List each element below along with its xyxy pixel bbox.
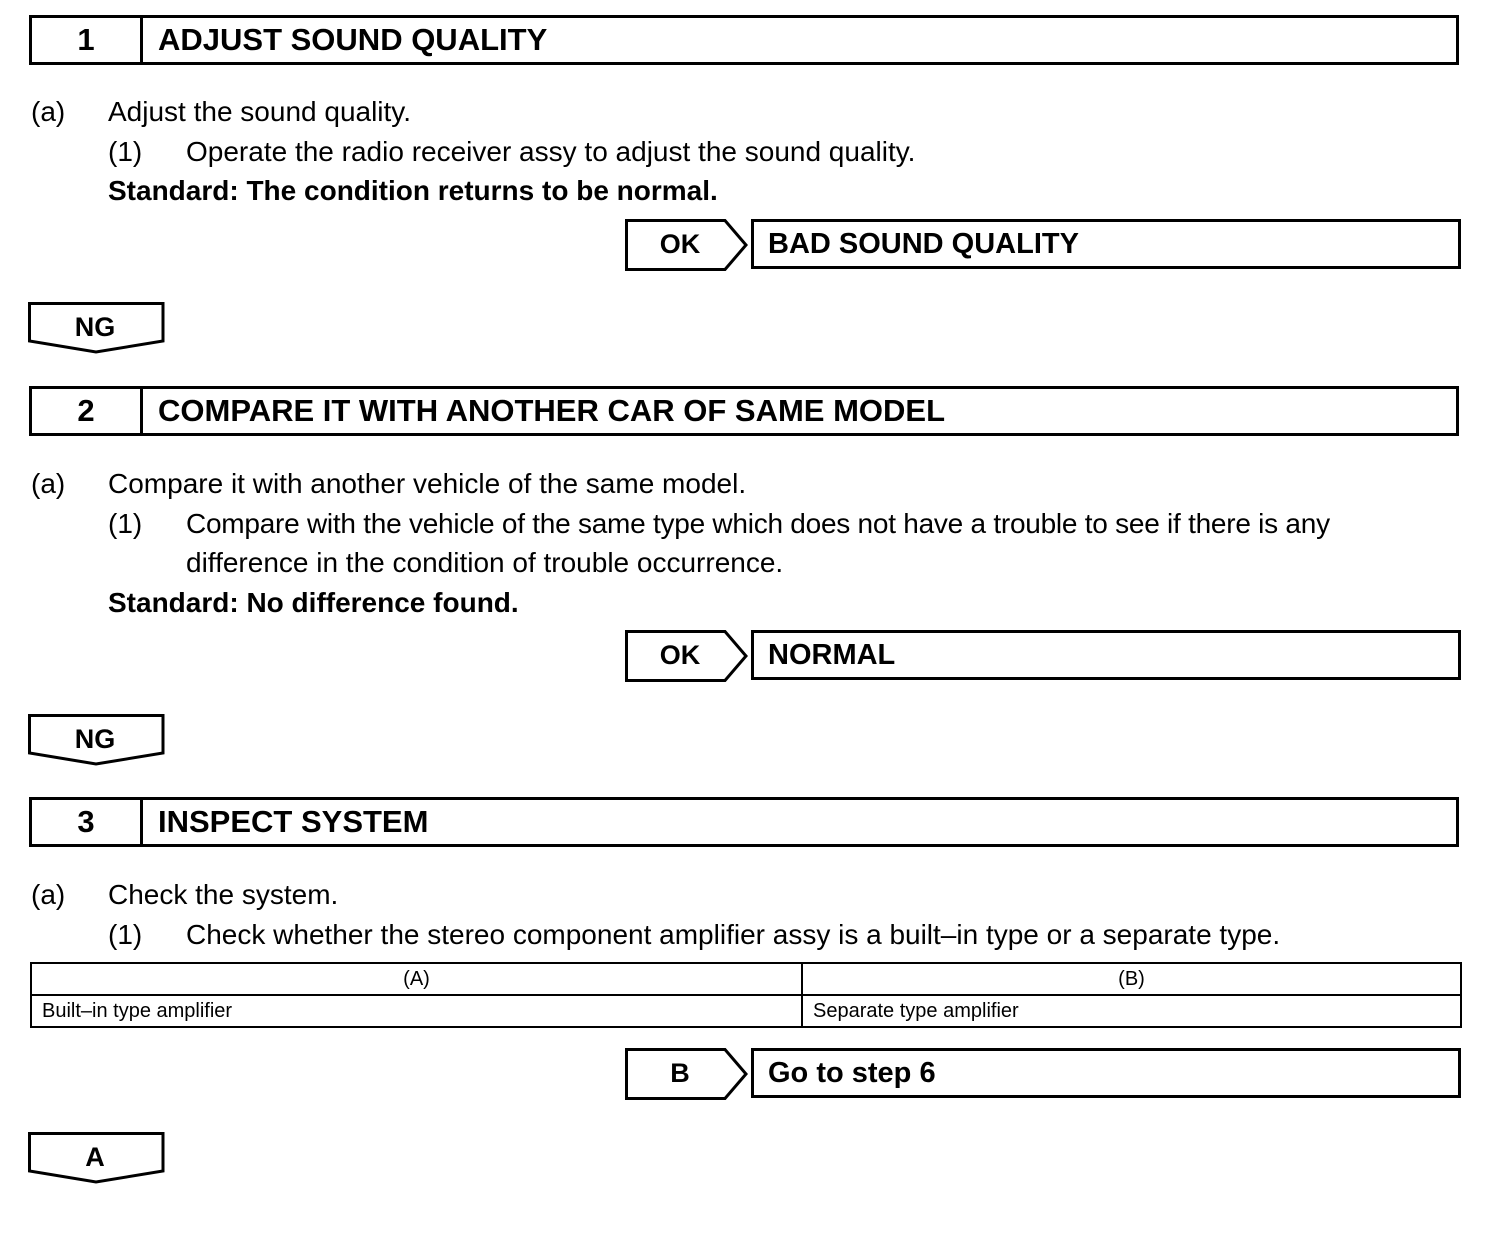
item-text: Adjust the sound quality. [108, 96, 412, 127]
item-marker: (a) [31, 468, 66, 499]
next-label: A [85, 1142, 105, 1172]
item-text: Compare it with another vehicle of the same model. [108, 468, 747, 499]
sub-item-text: Check whether the stereo component amplifier assy is a built–in type or a separate type. [186, 919, 1281, 950]
sub-item-text: Compare with the vehicle of the same type which does not have a trouble to see if there is any [186, 508, 1330, 539]
sub-item-text: Operate the radio receiver assy to adjust the sound quality. [186, 136, 916, 167]
item-text: Check the system. [108, 879, 339, 910]
sub-item-marker: (1) [108, 919, 143, 950]
branch-result: BAD SOUND QUALITY [751, 219, 1461, 269]
branch-label: OK [659, 229, 701, 259]
branch-label: OK [659, 640, 701, 670]
step-1-header [29, 15, 1459, 65]
branch-result: NORMAL [751, 630, 1461, 680]
standard-text: Standard: No difference found. [108, 587, 519, 618]
sub-item-marker: (1) [108, 508, 143, 539]
standard-text: Standard: The condition returns to be normal. [108, 175, 718, 206]
step-number: 2 [32, 389, 143, 433]
step-number: 3 [32, 800, 143, 844]
item-marker: (a) [31, 879, 66, 910]
next-label: NG [74, 312, 116, 342]
branch-result: Go to step 6 [751, 1048, 1461, 1098]
step-3-header [29, 797, 1459, 847]
step-2-header [29, 386, 1459, 436]
next-label: NG [74, 724, 116, 754]
branch-label: B [670, 1058, 690, 1088]
item-marker: (a) [31, 96, 66, 127]
table-row [31, 995, 1461, 1027]
table-header-row [31, 963, 1461, 995]
table-header-cell: (A) [31, 963, 802, 995]
table-cell: Built–in type amplifier [31, 995, 802, 1027]
table-cell: Separate type amplifier [802, 995, 1461, 1027]
step-number: 1 [32, 18, 143, 62]
sub-item-text-continued: difference in the condition of trouble occurrence. [186, 547, 784, 578]
step-title: INSPECT SYSTEM [158, 804, 429, 839]
step-title: COMPARE IT WITH ANOTHER CAR OF SAME MODEL [158, 393, 946, 428]
step-title: ADJUST SOUND QUALITY [158, 22, 548, 57]
amplifier-type-table [30, 962, 1462, 1028]
table-header-cell: (B) [802, 963, 1461, 995]
sub-item-marker: (1) [108, 136, 143, 167]
